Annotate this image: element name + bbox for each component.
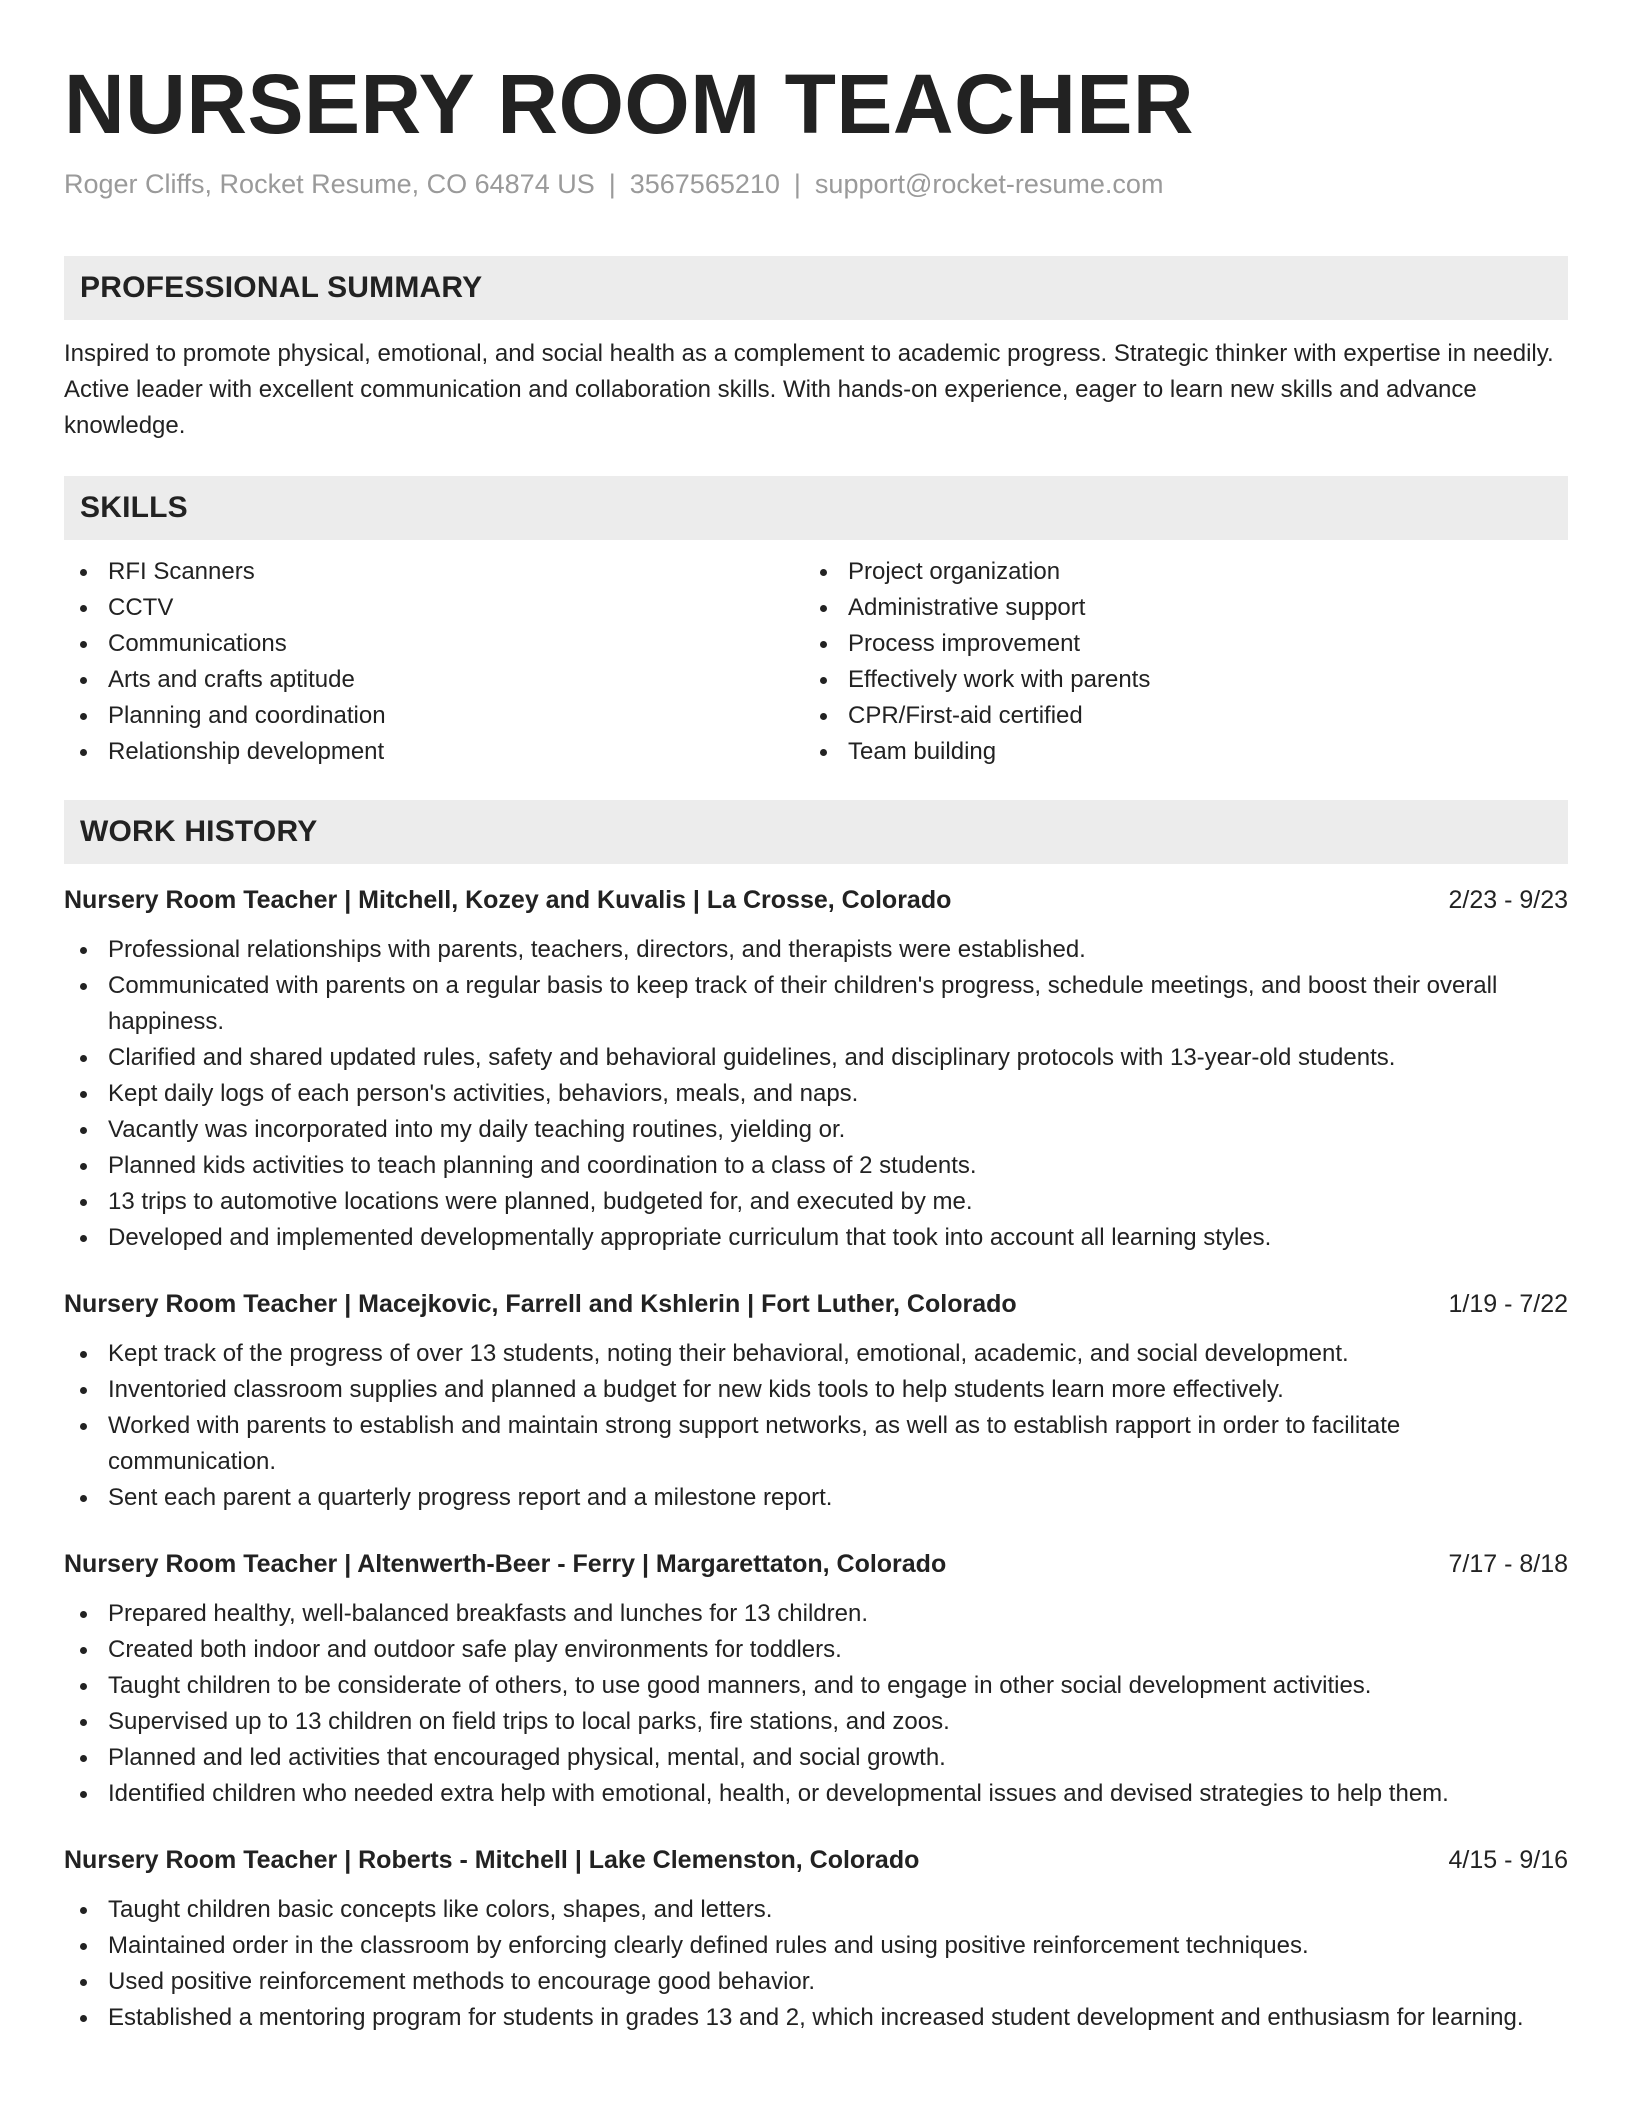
- skill-item: Effectively work with parents: [804, 662, 1544, 698]
- contact-separator: |: [793, 169, 801, 199]
- job-bullet: Created both indoor and outdoor safe play environments for toddlers.: [64, 1632, 1568, 1668]
- job-bullet: Supervised up to 13 children on field trips to local parks, fire stations, and zoos.: [64, 1704, 1568, 1740]
- job-title: Nursery Room Teacher | Roberts - Mitchell | Lake Clemenston, Colorado: [64, 1846, 920, 1874]
- job-heading-row: [64, 882, 1568, 918]
- job-bullet: Identified children who needed extra help with emotional, health, or developmental issues and devised strategies to help them.: [64, 1776, 1568, 1812]
- contact-email: support@rocket-resume.com: [814, 169, 1164, 199]
- skills-grid: [64, 554, 1568, 770]
- job-bullet: Taught children to be considerate of others, to use good manners, and to engage in other social development activities.: [64, 1668, 1568, 1704]
- skill-item: Relationship development: [64, 734, 804, 770]
- job-bullet: Maintained order in the classroom by enforcing clearly defined rules and using positive reinforcement techniques.: [64, 1928, 1568, 1964]
- job-bullet-list: [64, 1596, 1568, 1812]
- section-header-work-history: WORK HISTORY: [64, 800, 1568, 864]
- skill-item: Team building: [804, 734, 1544, 770]
- job-heading-row: [64, 1546, 1568, 1582]
- job-bullet: Kept daily logs of each person's activities, behaviors, meals, and naps.: [64, 1076, 1568, 1112]
- job-bullet: Kept track of the progress of over 13 students, noting their behavioral, emotional, academic, and social development.: [64, 1336, 1568, 1372]
- job-bullet: Professional relationships with parents, teachers, directors, and therapists were established.: [64, 932, 1568, 968]
- job-bullet: Planned and led activities that encouraged physical, mental, and social growth.: [64, 1740, 1568, 1776]
- job-bullet: Developed and implemented developmentally appropriate curriculum that took into account all learning styles.: [64, 1220, 1568, 1256]
- skill-item: Process improvement: [804, 626, 1544, 662]
- job-bullet: Prepared healthy, well-balanced breakfasts and lunches for 13 children.: [64, 1596, 1568, 1632]
- skills-column-right: [804, 554, 1544, 770]
- contact-line: [64, 164, 1568, 204]
- job-bullet: Worked with parents to establish and maintain strong support networks, as well as to establish rapport in order to facilitate communication.: [64, 1408, 1568, 1480]
- job-dates: 1/19 - 7/22: [1448, 1290, 1568, 1318]
- job-bullet: Sent each parent a quarterly progress report and a milestone report.: [64, 1480, 1568, 1516]
- job-bullet-list: [64, 1336, 1568, 1516]
- job-dates: 2/23 - 9/23: [1448, 886, 1568, 914]
- skill-item: RFI Scanners: [64, 554, 804, 590]
- skills-column-left: [64, 554, 804, 770]
- skill-item: Communications: [64, 626, 804, 662]
- job-heading-row: [64, 1286, 1568, 1322]
- job-heading-row: [64, 1842, 1568, 1878]
- job-bullet: Taught children basic concepts like colors, shapes, and letters.: [64, 1892, 1568, 1928]
- skill-item: Arts and crafts aptitude: [64, 662, 804, 698]
- skill-item: Planning and coordination: [64, 698, 804, 734]
- job-bullet: Established a mentoring program for students in grades 13 and 2, which increased student development and enthusiasm for learning.: [64, 2000, 1568, 2036]
- section-header-skills: SKILLS: [64, 476, 1568, 540]
- job-bullet: Inventoried classroom supplies and planned a budget for new kids tools to help students learn more effectively.: [64, 1372, 1568, 1408]
- skill-item: Administrative support: [804, 590, 1544, 626]
- contact-separator: |: [608, 169, 616, 199]
- job-bullet: 13 trips to automotive locations were planned, budgeted for, and executed by me.: [64, 1184, 1568, 1220]
- job-entry: [64, 882, 1568, 1256]
- job-bullet: Vacantly was incorporated into my daily teaching routines, yielding or.: [64, 1112, 1568, 1148]
- contact-phone: 3567565210: [629, 169, 780, 199]
- job-title: Nursery Room Teacher | Macejkovic, Farrell and Kshlerin | Fort Luther, Colorado: [64, 1290, 1017, 1318]
- job-dates: 4/15 - 9/16: [1448, 1846, 1568, 1874]
- job-bullet: Planned kids activities to teach planning and coordination to a class of 2 students.: [64, 1148, 1568, 1184]
- job-title: Nursery Room Teacher | Mitchell, Kozey and Kuvalis | La Crosse, Colorado: [64, 886, 952, 914]
- job-bullet: Communicated with parents on a regular basis to keep track of their children's progress, schedule meetings, and boost their overall happiness.: [64, 968, 1568, 1040]
- summary-text: Inspired to promote physical, emotional, and social health as a complement to academic progress. Strategic thinker with expertise in needily. Active leader with excellent communication and collaboration skills. With hands-on experience, eager to learn new skills and advance knowledge.: [64, 340, 1554, 439]
- job-bullet-list: [64, 1892, 1568, 2036]
- job-dates: 7/17 - 8/18: [1448, 1550, 1568, 1578]
- skill-item: Project organization: [804, 554, 1544, 590]
- job-entry: [64, 1546, 1568, 1812]
- skill-item: CPR/First-aid certified: [804, 698, 1544, 734]
- section-header-summary: PROFESSIONAL SUMMARY: [64, 256, 1568, 320]
- job-bullet: Used positive reinforcement methods to encourage good behavior.: [64, 1964, 1568, 2000]
- job-bullet: Clarified and shared updated rules, safety and behavioral guidelines, and disciplinary protocols with 13-year-old students.: [64, 1040, 1568, 1076]
- job-title: Nursery Room Teacher | Altenwerth-Beer - Ferry | Margarettaton, Colorado: [64, 1550, 947, 1578]
- resume-name: NURSERY ROOM TEACHER: [64, 57, 1195, 151]
- skill-item: CCTV: [64, 590, 804, 626]
- job-bullet-list: [64, 932, 1568, 1256]
- job-entry: [64, 1842, 1568, 2036]
- job-entry: [64, 1286, 1568, 1516]
- contact-address: Roger Cliffs, Rocket Resume, CO 64874 US: [64, 169, 595, 199]
